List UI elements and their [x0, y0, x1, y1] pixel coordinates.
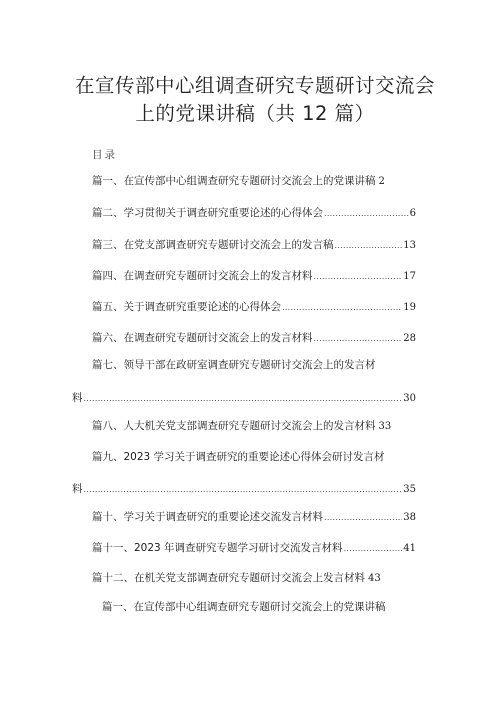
toc-entry-page: 2: [378, 176, 385, 187]
toc-leader-dots: [84, 391, 403, 407]
toc-entry-label: 篇三、在党支部调查研究专题研讨交流会上的发言稿: [92, 239, 334, 251]
title-line-1: 在宣传部中心组调查研究专题研讨交流会: [74, 74, 435, 97]
toc-entry-7-label[interactable]: 篇七、领导干部在政研室调查研究专题研讨交流会上的发言材: [92, 359, 376, 371]
toc-entry-4[interactable]: [92, 268, 416, 284]
toc-leader-dots: [84, 482, 403, 498]
toc-entry-page: 13: [403, 240, 416, 251]
toc-entry-7-continuation[interactable]: [72, 390, 416, 406]
toc-entry-9-label[interactable]: 篇九、2023 学习关于调查研究的重要论述心得体会研讨发言材: [92, 451, 385, 463]
toc-leader-dots: [314, 269, 403, 285]
toc-entry-label: 料: [72, 392, 83, 404]
toc-entry-11[interactable]: [92, 540, 416, 556]
document-title: [70, 72, 440, 128]
section-heading: 篇一、在宣传部中心组调查研究专题研讨交流会上的党课讲稿: [102, 601, 386, 613]
toc-entry-8[interactable]: [92, 418, 391, 434]
toc-leader-dots: [335, 238, 403, 254]
toc-leader-dots: [324, 510, 402, 526]
toc-entry-page: 6: [409, 208, 416, 219]
toc-entry-label: 篇十二、在机关党支部调查研究专题研讨交流会上发言材料: [92, 572, 365, 584]
toc-leader-dots: [314, 331, 403, 347]
toc-entry-9-continuation[interactable]: [72, 481, 416, 497]
toc-entry-page: 43: [368, 573, 381, 584]
toc-entry-label: 篇二、学习贯彻关于调查研究重要论述的心得体会: [92, 207, 323, 219]
toc-entry-page: 19: [403, 302, 416, 313]
toc-entry-10[interactable]: [92, 509, 416, 525]
toc-entry-page: 35: [403, 484, 416, 495]
toc-leader-dots: [324, 206, 409, 222]
toc-entry-label: 篇十一、2023 年调查研究专题学习研讨交流发言材料: [92, 542, 343, 554]
toc-entry-1[interactable]: [92, 173, 385, 189]
toc-entry-5[interactable]: [92, 299, 416, 315]
toc-heading: 目录: [92, 149, 117, 161]
toc-entry-page: 17: [403, 271, 416, 282]
toc-entry-label: 料: [72, 483, 83, 495]
toc-entry-label: 篇十、学习关于调查研究的重要论述交流发言材料: [92, 511, 323, 523]
toc-entry-label: 篇八、人大机关党支部调查研究专题研讨交流会上的发言材料: [92, 420, 376, 432]
toc-entry-page: 38: [403, 512, 416, 523]
toc-leader-dots: [282, 300, 402, 316]
toc-entry-page: 33: [378, 421, 392, 432]
toc-entry-page: 30: [403, 393, 416, 404]
toc-entry-page: 41: [403, 543, 416, 554]
toc-entry-label: 篇五、关于调查研究重要论述的心得体会: [92, 301, 281, 313]
toc-entry-label: 篇四、在调查研究专题研讨交流会上的发言材料: [92, 270, 313, 282]
toc-entry-3[interactable]: [92, 237, 416, 253]
toc-entry-label: 篇一、在宣传部中心组调查研究专题研讨交流会上的党课讲稿: [92, 175, 376, 187]
toc-leader-dots: [344, 541, 403, 557]
toc-entry-12[interactable]: [92, 570, 381, 586]
toc-entry-2[interactable]: [92, 205, 416, 221]
title-line-2: 上的党课讲稿（共 12 篇）: [135, 102, 375, 125]
toc-entry-page: 28: [403, 333, 416, 344]
toc-entry-label: 篇六、在调查研究专题研讨交流会上的发言材料: [92, 332, 313, 344]
toc-entry-6[interactable]: [92, 330, 416, 346]
